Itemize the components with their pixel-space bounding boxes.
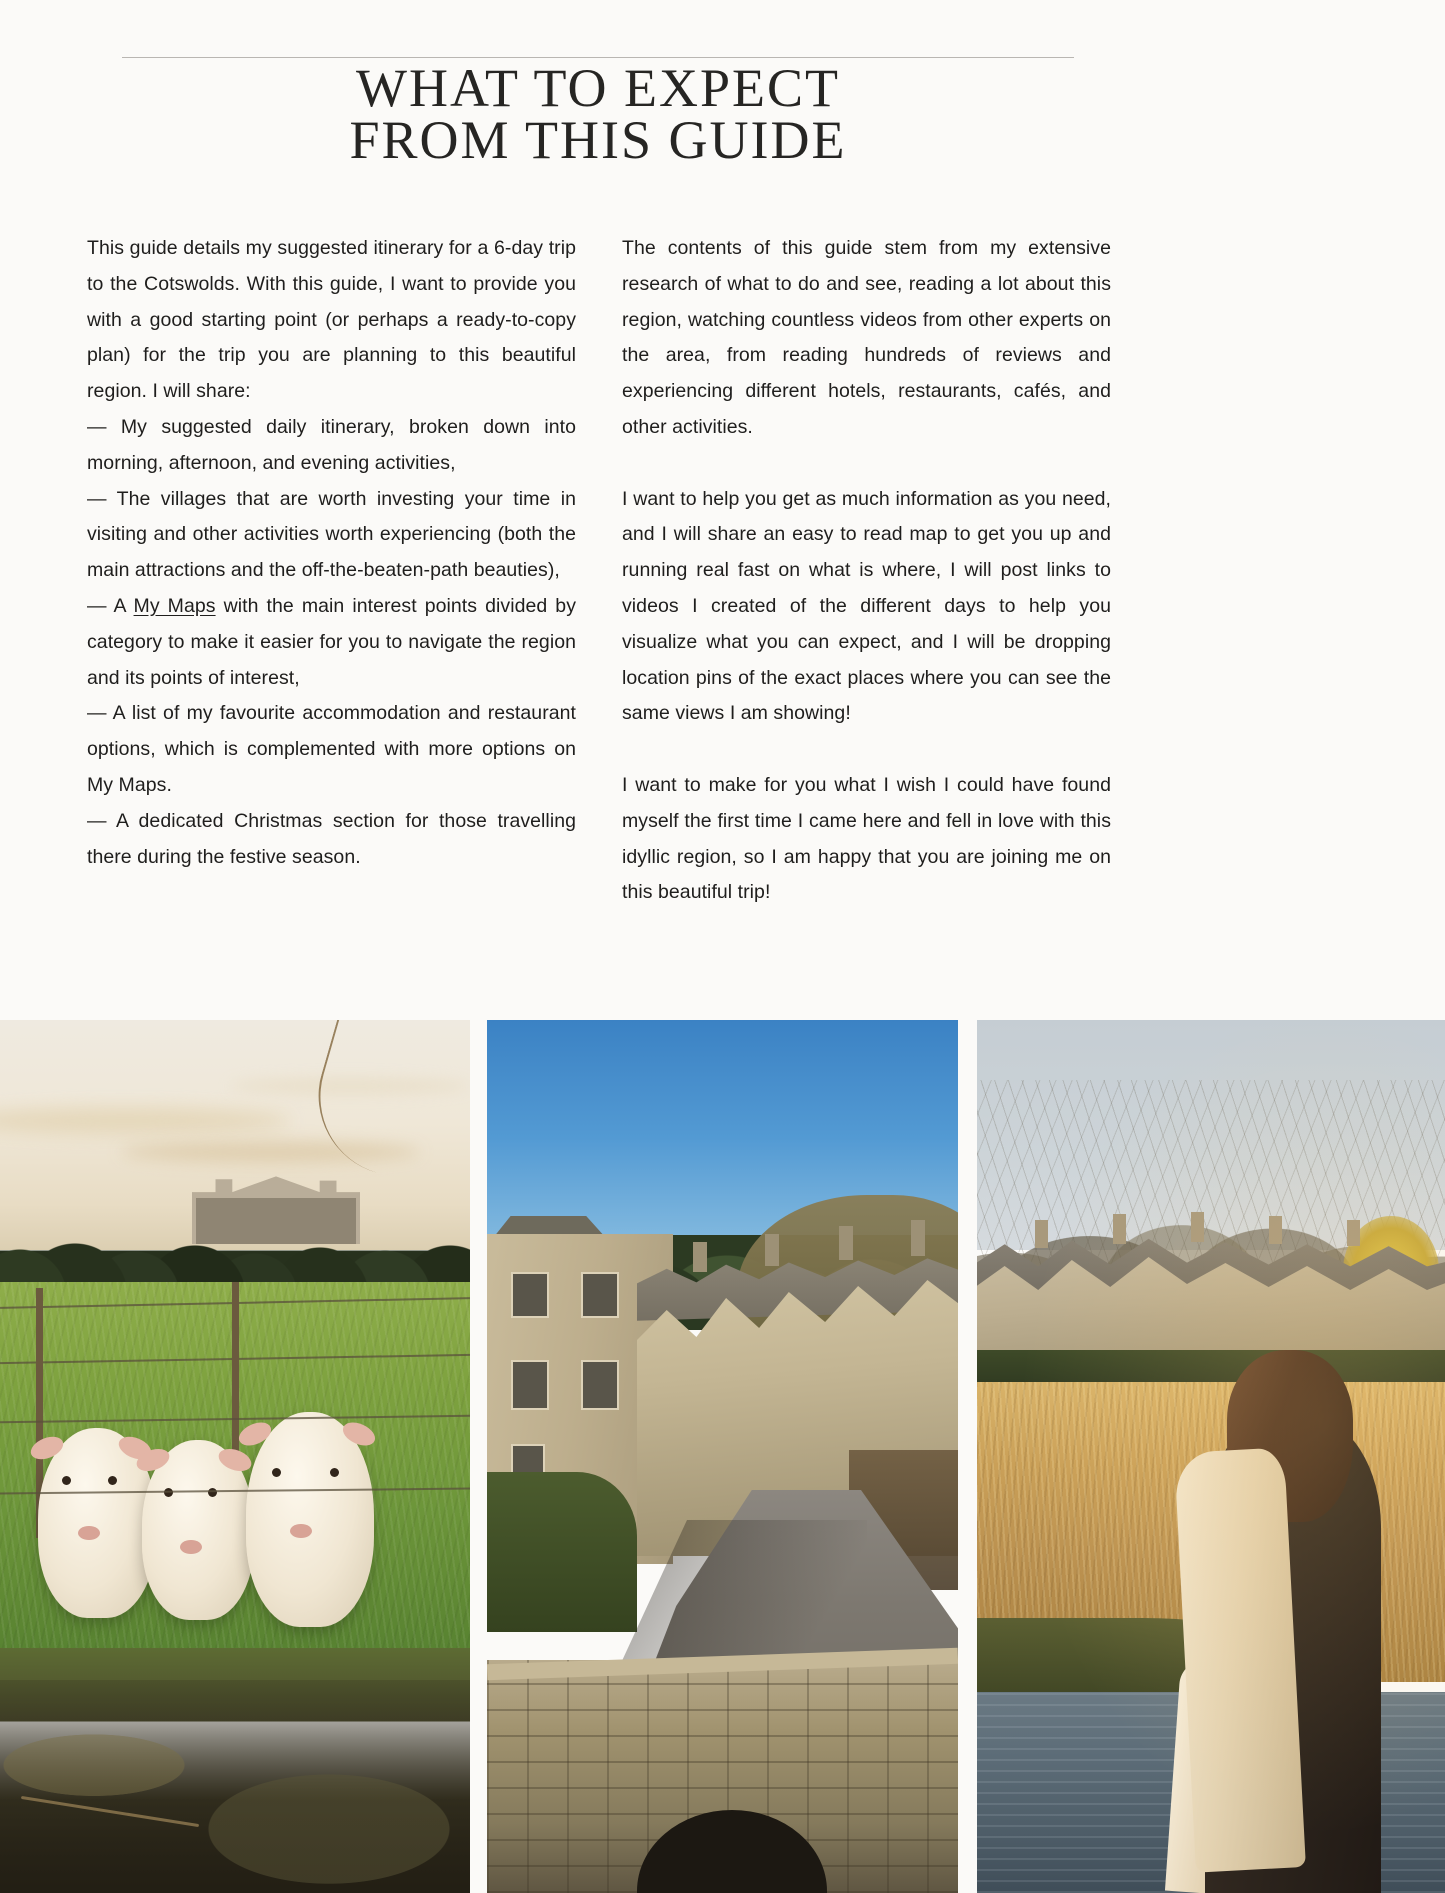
grass-bank <box>487 1472 637 1632</box>
list-item-accommodation: — A list of my favourite accommodation and restaurant options, which is complemented with more options on My Maps. <box>87 702 576 796</box>
window <box>511 1272 549 1318</box>
paragraph-spacer-1 <box>622 446 1111 482</box>
right-paragraph-closing: I want to make for you what I wish I could have found myself the first time I came here and fell in love with this idyllic region, so I am happy that you are joining me on this beautiful trip! <box>622 773 1111 904</box>
list-item-christmas: — A dedicated Christmas section for those travelling there during the festive season. <box>87 809 576 868</box>
list-item-itinerary: — My suggested daily itinerary, broken down into morning, afternoon, and evening activities, <box>87 415 576 474</box>
sheep-eye <box>330 1468 339 1477</box>
right-paragraph-map-and-videos: I want to help you get as much information as you need, and I will share an easy to read map to get you up and running real fast on what is where, I will post links to videos I created of the different days to help you visualize what you can expect, and I will be dropping location pins of the exact places where you can see the same views I am showing! <box>622 487 1111 725</box>
left-column <box>87 231 576 875</box>
paragraph-spacer-2 <box>622 732 1111 768</box>
right-paragraph-research: The contents of this guide stem from my extensive research of what to do and see, reading a lot about this region, watching countless videos from other experts on the area, from reading hundreds of reviews and experiencing different hotels, restaurants, cafés, and other activities. <box>622 237 1111 438</box>
chimney <box>1269 1216 1282 1244</box>
list-item-my-maps <box>87 589 576 696</box>
sheep-eye <box>272 1468 281 1477</box>
sheep-nose <box>78 1526 100 1540</box>
window <box>581 1360 619 1410</box>
list-item-my-maps-prefix: — A <box>87 594 134 617</box>
sheep-eye <box>108 1476 117 1485</box>
chimney <box>1113 1214 1126 1244</box>
foreground-ground-texture <box>0 1680 470 1893</box>
right-column <box>622 231 1111 911</box>
chimney <box>1347 1220 1360 1246</box>
photo-strip <box>0 1020 1445 1893</box>
chimney <box>839 1226 853 1260</box>
list-item-villages: — The villages that are worth investing your time in visiting and other activities worth experiencing (both the main attractions and the off-the-beaten-path beauties), <box>87 487 576 582</box>
page-title-line-1: WHAT TO EXPECT <box>355 58 841 118</box>
farmhouse-shadow <box>196 1198 356 1244</box>
photo-arlington-row-with-woman <box>977 1020 1445 1893</box>
my-maps-link[interactable]: My Maps <box>133 594 216 617</box>
window <box>511 1360 549 1410</box>
list-item-my-maps-suffix: with the main interest points divided by category to make it easier for you to navigate the region and its points of interest, <box>87 594 576 689</box>
intro-paragraph: This guide details my suggested itinerary for a 6-day trip to the Cotswolds. With this guide, I want to provide you with a good starting point (or perhaps a ready-to-copy plan) for the trip you are planning to this beautiful region. I will share: <box>87 237 576 403</box>
page-title-line-2: FROM THIS GUIDE <box>349 110 847 170</box>
chimney <box>693 1242 707 1272</box>
page-title <box>0 58 1196 170</box>
sheep-eye <box>62 1476 71 1485</box>
chimney <box>1035 1220 1048 1248</box>
chimney <box>1191 1212 1204 1242</box>
photo-castle-combe-village-street <box>487 1020 958 1893</box>
chimney <box>765 1234 779 1266</box>
sheep <box>246 1412 374 1627</box>
woman-scarf <box>1174 1447 1306 1872</box>
window <box>581 1272 619 1318</box>
chimney <box>911 1220 925 1256</box>
photo-sheep-in-cotswold-field <box>0 1020 470 1893</box>
sheep-nose <box>290 1524 312 1538</box>
sheep-nose <box>180 1540 202 1554</box>
